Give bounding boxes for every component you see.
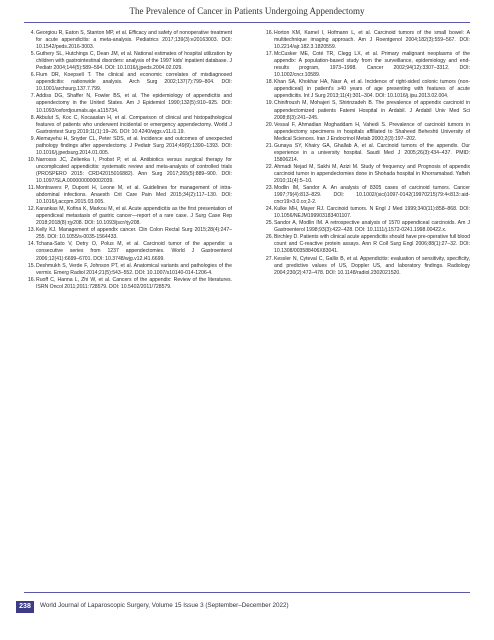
- reference-number: 16.: [265, 30, 273, 36]
- reference-item: [262, 143, 470, 164]
- reference-text: Kulke MH, Mayer RJ. Carcinoid tumors. N Engl J Med 1999;340(11):858–868. DOI: 10.1056/NEJM199903183401107.: [274, 206, 470, 220]
- reference-item: [262, 30, 470, 51]
- reference-text: Kessler N, Cyteval C, Gallix B, et al. Appendicitis: evaluation of sensitivity, specificity, and predictive values of US, Doppler US, and laboratory findings. Radiology 2004;230(2):472–478. DOI: 10.1148/radiol.2302021520.: [274, 255, 470, 276]
- reference-number: 22.: [265, 163, 273, 170]
- reference-item: [24, 72, 232, 93]
- reference-text: Vessal F, Ahmadian Moghaddam H, Vahedi S. Prevalence of carcinoid tumors in appendectomy specimens in hospitals affiliated to Shaheed Beheshti University of Medical Sciences. Iran J Endocrinol Metab 2000;2(3):197–202.: [274, 121, 470, 142]
- journal-citation: World Journal of Laparoscopic Surgery, Volume 15 Issue 3 (September–December 2022): [40, 602, 289, 609]
- reference-number: 17.: [265, 51, 273, 58]
- reference-item: [262, 256, 470, 277]
- reference-text: Birchley D. Patients with clinical acute appendicitis should have pre-operative full blood count and C-reactive protein assays. Ann R Coll Surg Engl 2006;88(1):27–32. DOI: 10.1308/003588406X83041.: [274, 234, 470, 255]
- page-number-badge: 238: [16, 601, 34, 613]
- reference-number: 9.: [30, 135, 35, 142]
- running-title: The Prevalence of Cancer in Patients Undergoing Appendectomy: [129, 6, 365, 16]
- reference-item: [24, 157, 232, 185]
- reference-text: Khan SA, Khokhar HA, Nasr A, et al. Incidence of right-sided colonic tumors (non-appendiceal) in patient's ≥40 years of age presenting with features of acute appendicitis. Int J Surg 2013;11(4):301–304. DOI: 10.1016/j.ijsu.2013.02.004.: [274, 79, 470, 100]
- reference-number: 23.: [265, 185, 273, 192]
- reference-number: 7.: [30, 93, 35, 100]
- reference-item: [262, 100, 470, 121]
- reference-item: [24, 206, 232, 227]
- reference-item: [24, 185, 232, 206]
- reference-item: [24, 30, 232, 51]
- reference-number: 21.: [265, 142, 273, 149]
- reference-text: Alemayehu H, Snyder CL, Peter SDS, et al. Incidence and outcomes of unexpected pathology findings after appendectomy. J Pediatr Surg 2014;49(9):1390–1393. DOI: 10.1016/j.jpedsurg.2014.01.005.: [36, 135, 232, 156]
- reference-number: 16.: [27, 276, 35, 283]
- footer-divider: [24, 592, 470, 593]
- reference-item: [262, 51, 470, 79]
- reference-item: [24, 51, 232, 72]
- reference-text: McCusker ME, Coté TR, Clegg LX, et al. Primary malignant neoplasms of the appendix: A population-based study from the surveillance, epidemiology and end-results program, 1973–1998. Cancer 2002;94(12):3307–3312. DOI: 10.1002/cncr.10589.: [274, 51, 470, 79]
- reference-item: [262, 185, 470, 206]
- page-footer: [0, 592, 494, 620]
- reference-item: [24, 277, 232, 291]
- reference-text: Guthery SL, Hutchings C, Dean JM, et al. National estimates of hospital utilization by children with gastrointestinal disorders: analysis of the 1997 kids' inpatient database. J Pediatr 2004;144(5):589–594. DOI: 10.1016/j.jpeds.2004.02.029.: [36, 51, 232, 72]
- reference-item: [262, 206, 470, 220]
- reference-text: Sandor A, Modlin IM. A retrospective analysis of 1570 appendiceal carcinoids. Am J Gastroenterol 1998;93(3):422–428. DOI: 10.1111/j.1572-0241.1998.00422.x.: [274, 220, 470, 234]
- reference-text: Addiss DG, Shaffer N, Fowler BS, et al. The epidemiology of appendicitis and appendectomy in the United States. Am J Epidemiol 1990;132(5):910–925. DOI: 10.1093/oxfordjournals.aje.a115734.: [36, 93, 232, 114]
- reference-item: [24, 136, 232, 157]
- reference-text: Akbulut S, Koc C, Kocaaslan H, et al. Comparison of clinical and histopathological features of patients who underwent incidental or emergency appendectomy. World J Gastrointest Surg 2019;11(1):19–26. DOI: 10.4240/wjgs.v11.i1.19.: [36, 114, 232, 135]
- reference-number: 13.: [27, 227, 35, 234]
- reference-text: Chinifroush M, Mohajeri S, Shirinzadeh B. The prevalence of appendix carcinoid in appendectomized patients Fatemi Hospital in Ardabil. J Ardabil Univ Med Sci 2008;8(3):241–245.: [274, 100, 470, 121]
- reference-text: Georgiou R, Eaton S, Stanton MP, et al. Efficacy and safety of nonoperative treatment for acute appendicitis: a meta-analysis. Pediatrics 2017;139(3):e20163003. DOI: 10.1542/peds.2016-3003.: [36, 30, 232, 51]
- reference-item: [262, 234, 470, 255]
- reference-text: Horton KM, Kamel I, Hofmann L, et al. Carcinoid tumors of the small bowel: A multitechnique imaging approach. Am J Roentgenol 2004;182(3):559–567. DOI: 10.2214/ajr.182.3.1820559.: [274, 30, 470, 51]
- reference-item: [24, 227, 232, 241]
- reference-item: [262, 220, 470, 234]
- reference-text: Tchana-Sato V, Detry O, Polus M, et al. Carcinoid tumor of the appendix: a consecutive series from 1237 appendectomies. World J Gastroenterol 2006;12(41):6699–6701. DOI: 10.3748/wjg.v12.i41.6699.: [36, 241, 232, 262]
- reference-number: 10.: [27, 156, 35, 163]
- page-header: [0, 0, 494, 34]
- reference-number: 18.: [265, 79, 273, 86]
- reference-item: [24, 263, 232, 277]
- reference-text: Ruoff C, Hanna L, Zhi W, et al. Cancers of the appendix: Review of the literatures. ISRN Oncol 2011;2011:728579. DOI: 10.5402/2011/728579.: [36, 276, 232, 290]
- reference-number: 14.: [27, 241, 35, 248]
- reference-text: Deshmukh S, Verde F, Johnson PT, et al. Anatomical variants and pathologies of the vermix. Emerg Radiol 2014;21(5):543–552. DOI: 10.1007/s10140-014-1206-4.: [36, 262, 232, 276]
- reference-number: 8.: [30, 114, 35, 121]
- reference-text: Gunaya SY, Khairy GA, Ghallab A, et al. Carcinoid tumors of the appendix. Our experience in a university hospital. Saudi Med J 2005;26(3):434–437. PMID: 15806214.: [274, 142, 470, 163]
- reference-text: Karankas M, Kofina K, Markou M, et al. Acute appendicitis as the first presentation of appendiceal metastasis of gastric cancer—report of a rare case. J Surg Case Rep 2018;2018(8):rjy208. DOI: 10.1093/jscr/rjy208.: [36, 206, 232, 227]
- reference-number: 12.: [27, 206, 35, 213]
- reference-number: 4.: [30, 30, 35, 36]
- reference-text: Montravers P, Dupont H, Leone M, et al. Guidelines for management of intra-abdominal infections. Anaesth Crit Care Pain Med 2015;34(2):117–130. DOI: 10.1016/j.accpm.2015.03.005.: [36, 185, 232, 206]
- reference-item: [262, 79, 470, 100]
- reference-number: 26.: [265, 234, 273, 241]
- reference-text: Modlin IM, Sandor A. An analysis of 8305 cases of carcinoid tumors. Cancer 1997;79(4):813–829. DOI: 10.1002/(sici)1097-0142(19970215)79:4<813::aid-cncr19>3.0.co;2-2.: [274, 185, 470, 206]
- references-right-column: [262, 30, 470, 277]
- reference-text: Kelly KJ. Management of appendix cancer. Clin Colon Rectal Surg 2015;28(4):247–255. DOI: 10.1055/s-0035-1564433.: [36, 227, 232, 241]
- references-left-column: [24, 30, 232, 291]
- reference-item: [24, 93, 232, 114]
- reference-number: 6.: [30, 72, 35, 79]
- reference-item: [262, 122, 470, 143]
- reference-number: 27.: [265, 255, 273, 262]
- reference-text: Flum DR, Koepsell T. The clinical and economic correlates of misdiagnosed appendicitis: nationwide analysis. Arch Surg 2002;137(7):799–804. DOI: 10.1001/archsurg.137.7.799.: [36, 72, 232, 93]
- reference-text: Narrosss JC, Zelienka I, Probst P, et al. Antibiotics versus surgical therapy for uncomplicated appendicitis: systematic review and meta-analysis of controlled trials (PROSPERO 2015: CRD42015016882). Ann Surg 2017;265(5):889–900. DOI: 10.1097/SLA.0000000000002039.: [36, 156, 232, 184]
- reference-item: [24, 115, 232, 136]
- reference-number: 25.: [265, 220, 273, 227]
- reference-number: 19.: [265, 100, 273, 107]
- reference-number: 5.: [30, 51, 35, 58]
- reference-number: 11.: [28, 185, 35, 192]
- reference-text: Ahmadi Nejad M, Sakhi M, Azizi M. Study of frequency and Prognosis of appendix carcinoid tumor in appendectomies done in Shohada hospital in Khorramabad. Yafteh 2010;11(4):5–10.: [274, 163, 470, 184]
- reference-number: 15.: [27, 262, 35, 269]
- reference-item: [262, 164, 470, 185]
- reference-number: 24.: [265, 206, 273, 213]
- header-divider: [24, 22, 470, 23]
- reference-number: 20.: [265, 121, 273, 128]
- reference-item: [24, 241, 232, 262]
